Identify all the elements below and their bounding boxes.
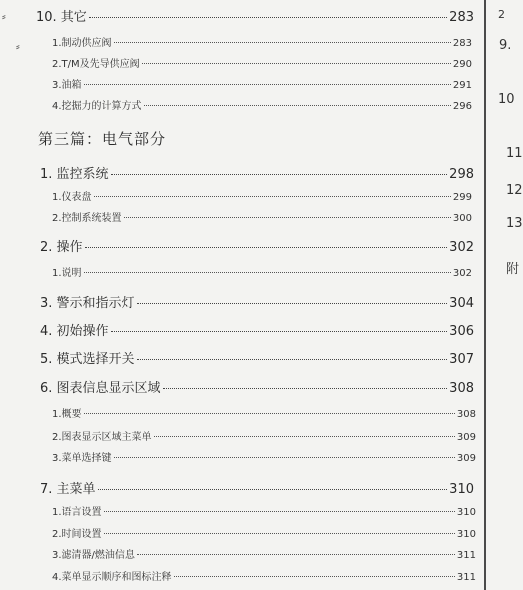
- toc-subentry[interactable]: [52, 546, 476, 561]
- toc-subentry[interactable]: [52, 525, 476, 540]
- entry-page: 296: [452, 101, 472, 112]
- entry-title: 1.说明: [52, 268, 82, 279]
- entry-page: 308: [449, 381, 474, 396]
- toc-subentry[interactable]: [52, 188, 472, 203]
- fragment-text: 附: [506, 262, 520, 277]
- entry-page: 311: [456, 572, 476, 583]
- dot-leader: [84, 413, 455, 414]
- fragment-text: 2: [498, 8, 505, 21]
- dot-leader: [104, 511, 455, 512]
- entry-title: 3. 警示和指示灯: [40, 296, 135, 311]
- toc-chapter-entry[interactable]: [40, 292, 474, 311]
- toc-chapter-entry[interactable]: [40, 348, 474, 367]
- entry-title: 3.油箱: [52, 80, 82, 91]
- entry-page: 300: [452, 213, 472, 224]
- entry-title: 7. 主菜单: [40, 482, 96, 497]
- dot-leader: [137, 554, 455, 555]
- entry-page: 310: [456, 529, 476, 540]
- dot-leader: [163, 388, 448, 389]
- dot-leader: [111, 174, 448, 175]
- entry-title: 2. 操作: [40, 240, 83, 255]
- dot-leader: [154, 436, 455, 437]
- entry-page: 302: [452, 268, 472, 279]
- entry-title: 1. 监控系统: [40, 167, 109, 182]
- dot-leader: [111, 331, 448, 332]
- dot-leader: [137, 303, 448, 304]
- entry-title: 2.T/M及先导供应阀: [52, 59, 140, 70]
- entry-title: 4.挖掘力的计算方式: [52, 101, 142, 112]
- toc-subentry[interactable]: [52, 34, 472, 49]
- entry-page: 298: [449, 167, 474, 182]
- toc-subentry[interactable]: [52, 55, 472, 70]
- entry-title: 4.菜单显示顺序和图标注释: [52, 572, 172, 583]
- dot-leader: [137, 359, 448, 360]
- toc-subentry[interactable]: [52, 568, 476, 583]
- margin-mark: ⸗: [16, 40, 20, 53]
- entry-title: 1.制动供应阀: [52, 38, 112, 49]
- dot-leader: [94, 196, 451, 197]
- dot-leader: [84, 272, 451, 273]
- entry-page: 310: [456, 507, 476, 518]
- column-divider: [484, 0, 486, 590]
- toc-chapter-entry[interactable]: [40, 320, 474, 339]
- entry-page: 299: [452, 192, 472, 203]
- fragment-text: 9.: [499, 38, 512, 53]
- dot-leader: [98, 489, 448, 490]
- fragment-text: 10: [498, 92, 515, 107]
- entry-page: 290: [452, 59, 472, 70]
- entry-page: 304: [449, 296, 474, 311]
- entry-title: 1.语言设置: [52, 507, 102, 518]
- toc-subentry[interactable]: [52, 76, 472, 91]
- toc-chapter-entry[interactable]: [40, 236, 474, 255]
- dot-leader: [84, 84, 451, 85]
- part-heading: 第三篇：电气部分: [38, 130, 167, 148]
- fragment-text: 12: [506, 183, 523, 198]
- entry-title: 1.概要: [52, 409, 82, 420]
- entry-title: 4. 初始操作: [40, 324, 109, 339]
- entry-title: 5. 模式选择开关: [40, 352, 135, 367]
- entry-title: 2.图表显示区域主菜单: [52, 432, 152, 443]
- fragment-text: 13: [506, 216, 523, 231]
- dot-leader: [124, 217, 451, 218]
- dot-leader: [174, 576, 455, 577]
- toc-chapter-entry[interactable]: [40, 377, 474, 396]
- toc-subentry[interactable]: [52, 264, 472, 279]
- fragment-text: 11: [506, 146, 523, 161]
- dot-leader: [89, 17, 447, 18]
- dot-leader: [142, 63, 451, 64]
- entry-page: 308: [456, 409, 476, 420]
- entry-page: 283: [449, 10, 474, 25]
- entry-title: 2.时间设置: [52, 529, 102, 540]
- dot-leader: [104, 533, 455, 534]
- dot-leader: [114, 42, 451, 43]
- toc-subentry[interactable]: [52, 209, 472, 224]
- entry-page: 309: [456, 453, 476, 464]
- dot-leader: [114, 457, 455, 458]
- entry-page: 306: [449, 324, 474, 339]
- entry-page: 307: [449, 352, 474, 367]
- entry-title: 3.滤清器/燃油信息: [52, 550, 135, 561]
- entry-page: 302: [449, 240, 474, 255]
- entry-page: 311: [456, 550, 476, 561]
- toc-right-column-fragment: [488, 0, 523, 590]
- entry-title: 3.菜单选择键: [52, 453, 112, 464]
- dot-leader: [144, 105, 451, 106]
- toc-subentry[interactable]: [52, 428, 476, 443]
- toc-chapter-entry[interactable]: [36, 6, 474, 25]
- entry-page: 283: [452, 38, 472, 49]
- entry-page: 309: [456, 432, 476, 443]
- entry-title: 10. 其它: [36, 10, 87, 25]
- toc-subentry[interactable]: [52, 97, 472, 112]
- entry-title: 2.控制系统装置: [52, 213, 122, 224]
- toc-subentry[interactable]: [52, 405, 476, 420]
- entry-page: 291: [452, 80, 472, 91]
- toc-subentry[interactable]: [52, 503, 476, 518]
- toc-chapter-entry[interactable]: [40, 163, 474, 182]
- toc-chapter-entry[interactable]: [40, 478, 474, 497]
- entry-title: 1.仪表盘: [52, 192, 92, 203]
- margin-mark: ⸗: [2, 10, 6, 23]
- dot-leader: [85, 247, 448, 248]
- entry-title: 6. 图表信息显示区域: [40, 381, 161, 396]
- toc-subentry[interactable]: [52, 449, 476, 464]
- entry-page: 310: [449, 482, 474, 497]
